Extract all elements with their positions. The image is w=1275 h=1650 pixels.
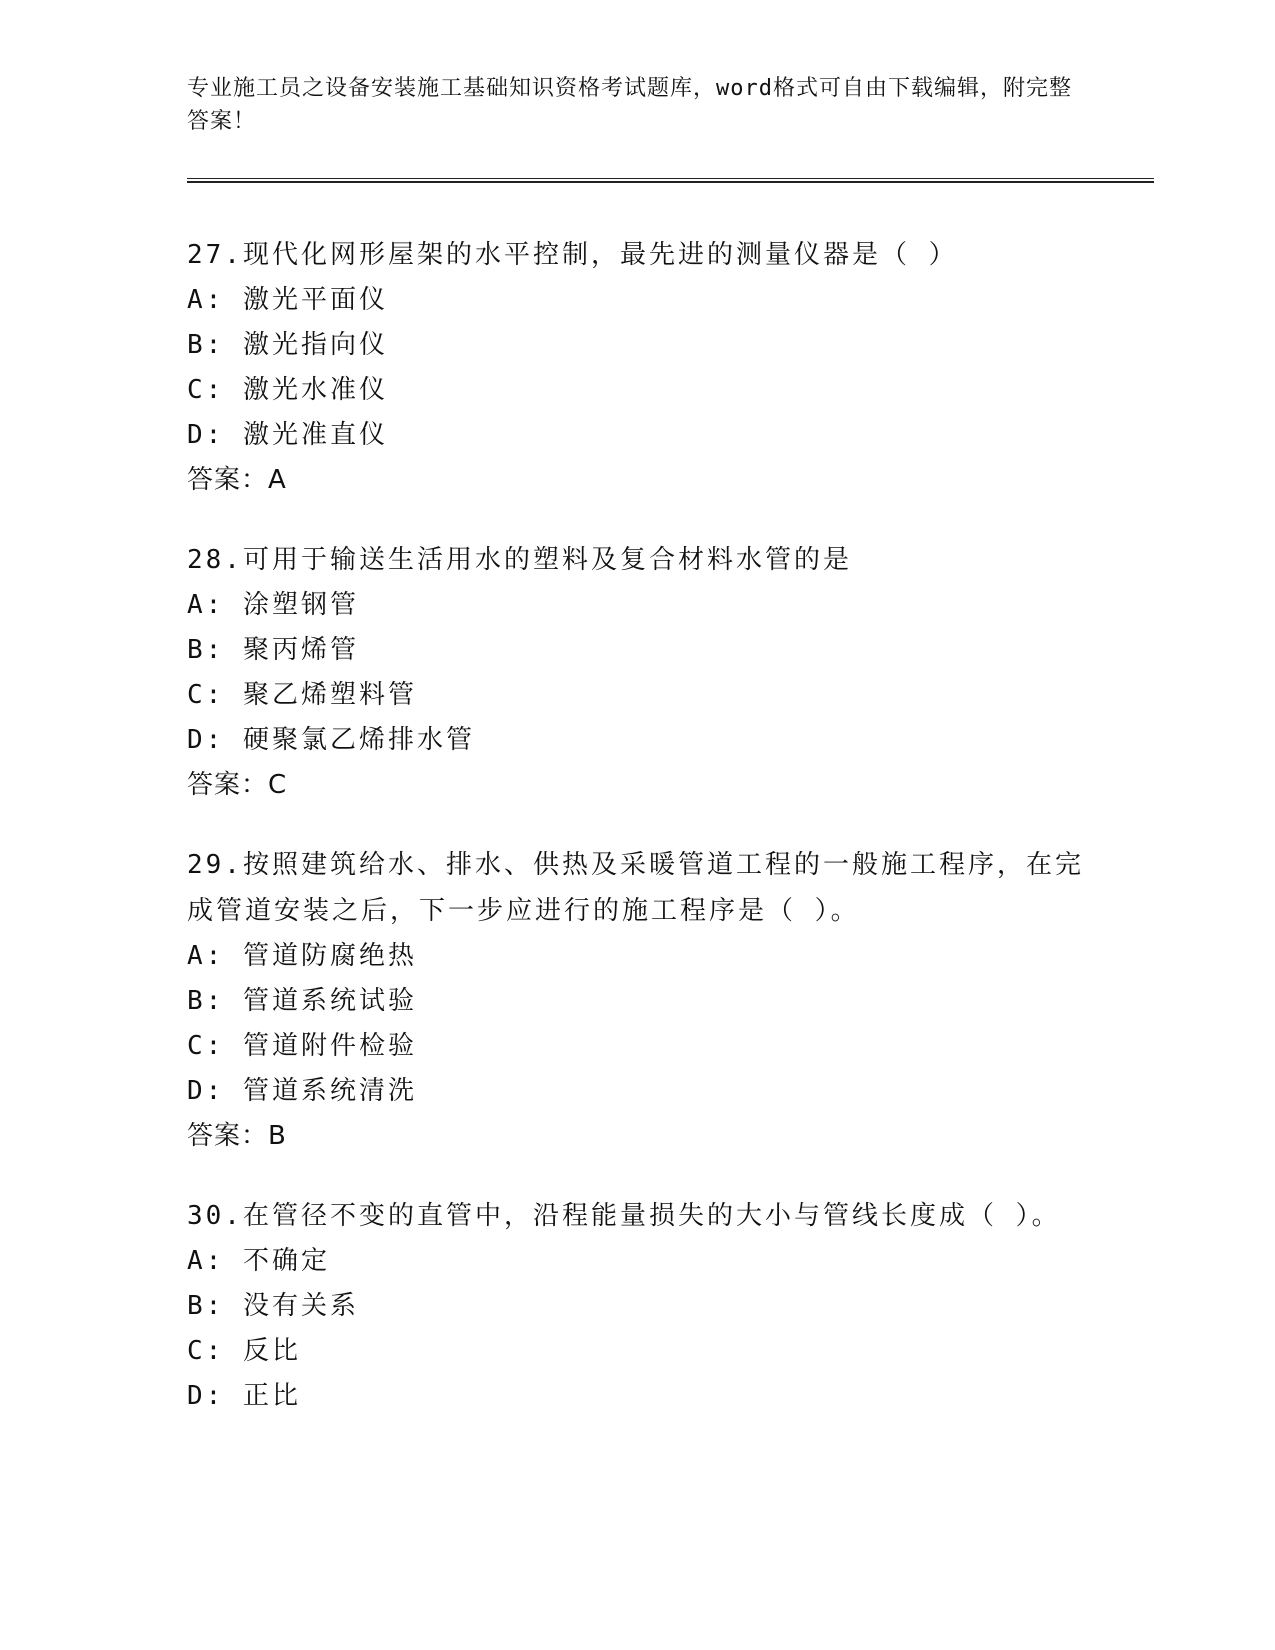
header-divider [187,178,1154,183]
answer: 答案：C [187,770,288,800]
question-28 [187,537,1087,808]
option-b: B: 激光指向仪 [187,330,388,360]
option-b: B: 没有关系 [187,1291,359,1321]
document-header: 专业施工员之设备安装施工基础知识资格考试题库，word格式可自由下载编辑，附完整答案！ [187,76,1072,134]
option-a: A: 管道防腐绝热 [187,941,417,971]
question-30 [187,1193,1087,1419]
answer: 答案：A [187,465,287,495]
question-stem: 27.现代化网形屋架的水平控制，最先进的测量仪器是（ ） [187,240,958,270]
question-27 [187,232,1087,503]
option-c: C: 聚乙烯塑料管 [187,680,417,710]
option-c: C: 激光水准仪 [187,375,388,405]
option-a: A: 涂塑钢管 [187,590,359,620]
option-d: D: 正比 [187,1381,301,1411]
option-b: B: 聚丙烯管 [187,635,359,665]
answer: 答案：B [187,1121,287,1151]
option-a: A: 激光平面仪 [187,285,388,315]
question-stem: 30.在管径不变的直管中，沿程能量损失的大小与管线长度成（ ）。 [187,1201,1061,1231]
question-list [187,232,1087,1453]
question-29 [187,842,1087,1159]
option-d: D: 激光准直仪 [187,420,388,450]
option-d: D: 管道系统清洗 [187,1076,417,1106]
question-stem: 29.按照建筑给水、排水、供热及采暖管道工程的一般施工程序，在完成管道安装之后，下一步应进行的施工程序是（ ）。 [187,850,1084,926]
option-c: C: 反比 [187,1336,301,1366]
question-stem: 28.可用于输送生活用水的塑料及复合材料水管的是 [187,545,852,575]
option-a: A: 不确定 [187,1246,330,1276]
option-b: B: 管道系统试验 [187,986,417,1016]
option-c: C: 管道附件检验 [187,1031,417,1061]
option-d: D: 硬聚氯乙烯排水管 [187,725,475,755]
